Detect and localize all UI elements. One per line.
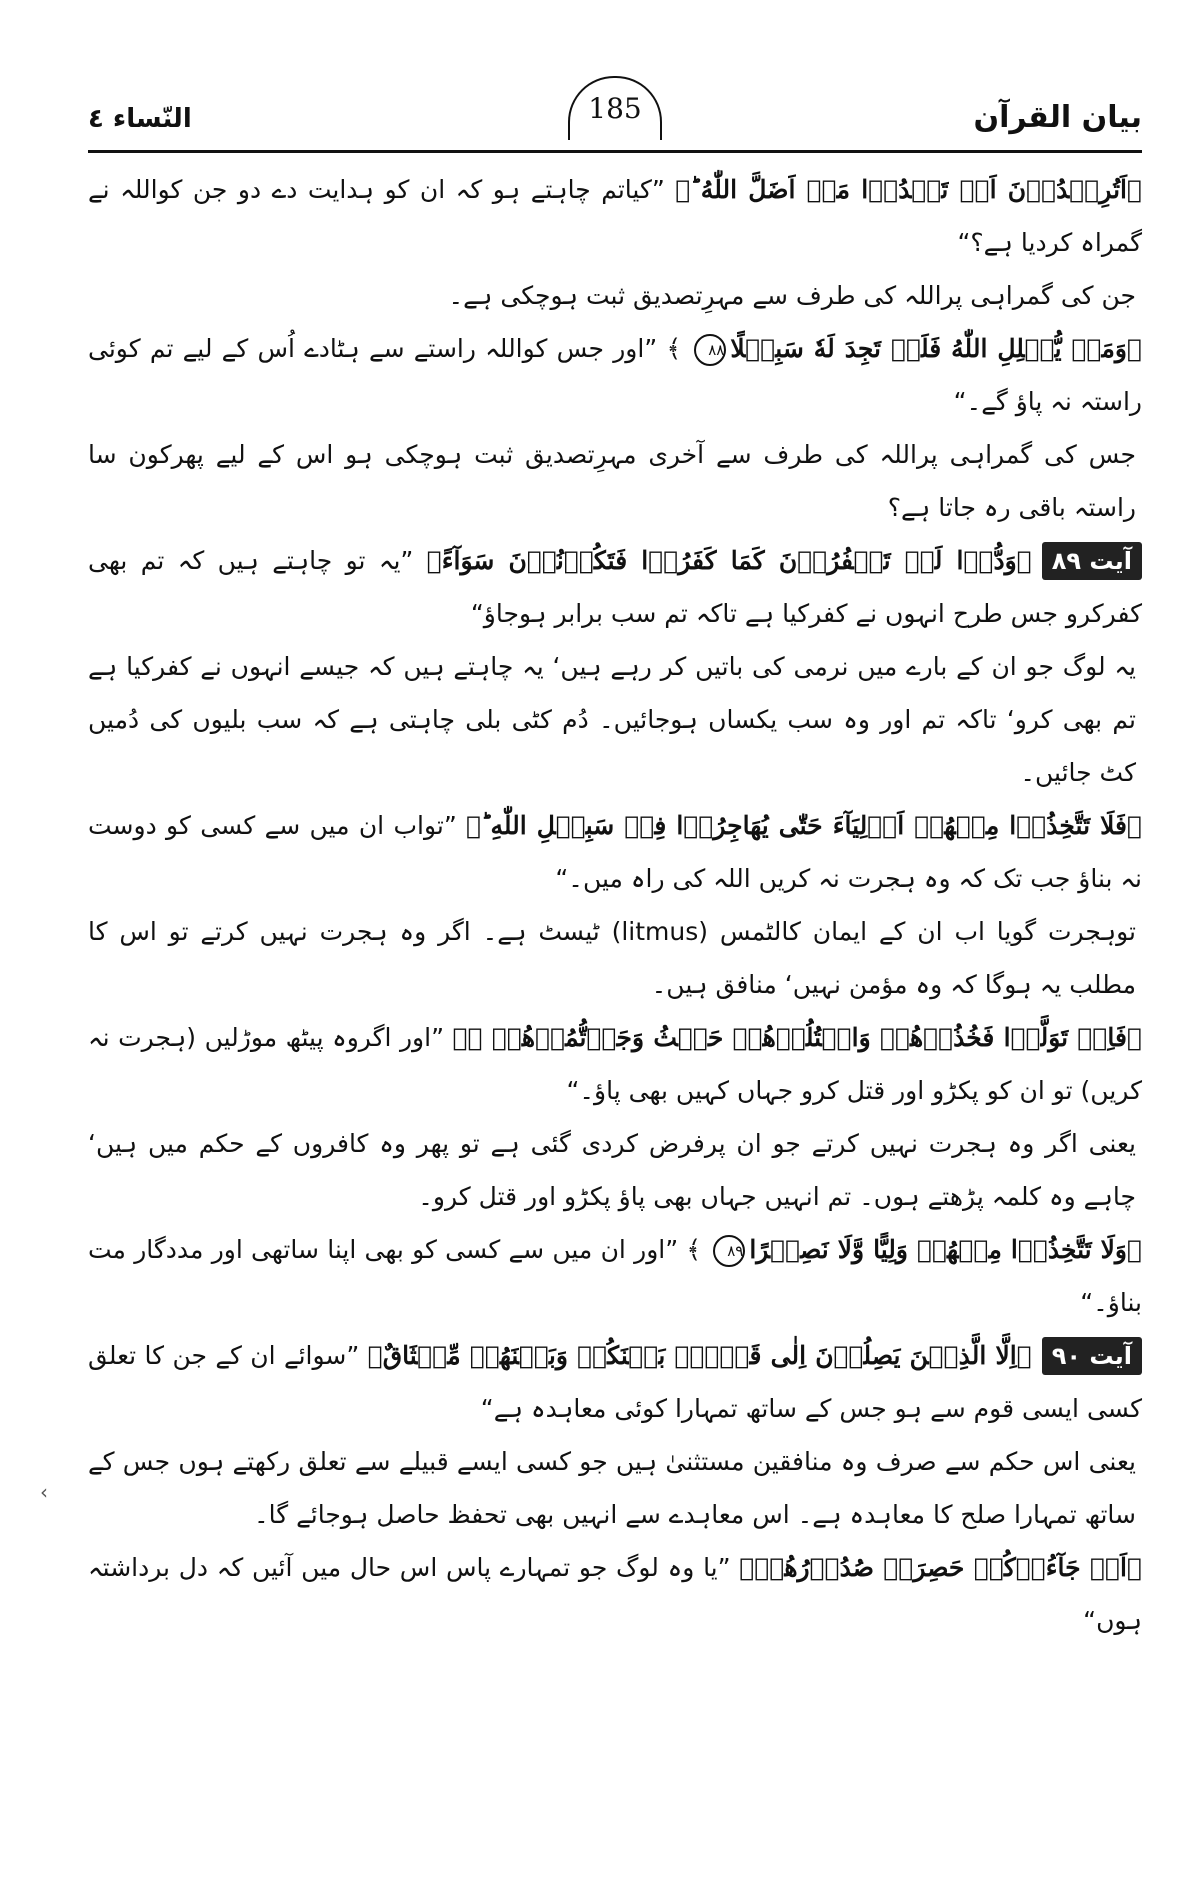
- arabic-verse-text: ﴿وَدُّوۡا لَوۡ تَكۡفُرُوۡنَ كَمَا كَفَرُوۡا فَتَكُوۡنُوۡنَ سَوَآءً﴾: [426, 546, 1032, 575]
- arabic-verse-text: ﴿اِلَّا الَّذِيۡنَ يَصِلُوۡنَ اِلٰى قَوۡمٍۢ بَيۡنَكُمۡ وَبَيۡنَهُمۡ مِّيۡثَاقٌ﴾: [367, 1341, 1032, 1370]
- commentary-paragraph: جن کی گمراہی پراللہ کی طرف سے مہرِتصدیق ثبت ہوچکی ہے۔: [448, 281, 1136, 310]
- verse-paragraph: [88, 163, 1142, 269]
- arabic-verse-text: ﴿فَلَا تَتَّخِذُوۡا مِنۡهُمۡ اَوۡلِيَآءَ حَتّٰى يُهَاجِرُوۡا فِىۡ سَبِيۡلِ اللّٰهِ ؕ﴾: [466, 811, 1142, 840]
- urdu-translation: ”سوائے ان کے جن کا تعلق کسی ایسی قوم سے ہو جس کے ساتھ تمہارا کوئی معاہدہ ہے“: [88, 1341, 1142, 1423]
- verse-paragraph: [88, 799, 1142, 905]
- arabic-verse-text: ﴿فَاِنۡ تَوَلَّوۡا فَخُذُوۡهُمۡ وَاقۡتُلُوۡهُمۡ حَيۡثُ وَجَدۡتُّمُوۡهُمۡ ۖ﴾: [452, 1023, 1142, 1052]
- urdu-translation: ”تواب ان میں سے کسی کو دوست نہ بناؤ جب تک کہ وہ ہجرت نہ کریں اللہ کی راہ میں۔“: [88, 811, 1142, 893]
- commentary-paragraph: توہجرت گویا اب ان کے ایمان کالٹمس (litmus) ٹیسٹ ہے۔ اگر وہ ہجرت نہیں کرتے تو اس کا مطلب یہ ہوگا کہ وہ مؤمن نہیں‘ منافق ہیں۔: [88, 917, 1137, 999]
- margin-tick: ‹: [40, 1480, 48, 1504]
- urdu-translation: ”یا وہ لوگ جو تمہارے پاس اس حال میں آئیں کہ دل برداشتہ ہوں“: [88, 1553, 1142, 1635]
- page-content: [88, 163, 1142, 1647]
- ayah-end-marker: ٨٩: [713, 1235, 745, 1267]
- commentary-paragraph: جس کی گمراہی پراللہ کی طرف سے آخری مہرِتصدیق ثبت ہوچکی ہو اس کے لیے پھرکون سا راستہ باقی رہ جاتا ہے؟: [88, 440, 1136, 522]
- page-number-frame: [568, 76, 662, 140]
- ayah-number-badge: آیت ۸۹: [1042, 542, 1142, 580]
- verse-paragraph: [88, 1011, 1142, 1117]
- verse-paragraph: [88, 322, 1142, 428]
- arabic-verse-text: ﴿اَوۡ جَآءُوۡكُمۡ حَصِرَتۡ صُدُوۡرُهُمۡ﴾: [739, 1553, 1142, 1582]
- commentary-paragraph: یہ لوگ جو ان کے بارے میں نرمی کی باتیں کر رہے ہیں‘ یہ چاہتے ہیں کہ جیسے انہوں نے کفرکیا ہے تم بھی کرو‘ تاکہ تم اور وہ سب یکساں ہوجائیں۔ دُم کٹی بلی چاہتی ہے کہ سب بلیوں کی دُمیں کٹ جائیں۔: [88, 652, 1136, 787]
- verse-paragraph: [88, 1329, 1142, 1435]
- verse-paragraph: [88, 534, 1142, 640]
- commentary-paragraph: یعنی اگر وہ ہجرت نہیں کرتے جو ان پرفرض کردی گئی ہے تو پھر وہ کافروں کے حکم میں ہیں‘ چاہے وہ کلمہ پڑھتے ہوں۔ تم انہیں جہاں بھی پاؤ پکڑو اور قتل کرو۔: [88, 1129, 1136, 1211]
- arabic-verse-text: ﴿وَلَا تَتَّخِذُوۡا مِنۡهُمۡ وَلِيًّا وَّلَا نَصِيۡرًا: [749, 1235, 1142, 1264]
- commentary-paragraph: یعنی اس حکم سے صرف وہ منافقین مستثنیٰ ہیں جو کسی ایسے قبیلے سے تعلق رکھتے ہوں جس کے ساتھ تمہارا صلح کا معاہدہ ہے۔ اس معاہدے سے انہیں بھی تحفظ حاصل ہوجائے گا۔: [88, 1447, 1136, 1529]
- page-number: 185: [588, 92, 642, 125]
- arabic-verse-text: ﴿وَمَنۡ يُّضۡلِلِ اللّٰهُ فَلَنۡ تَجِدَ لَهٗ سَبِيۡلًا: [730, 334, 1142, 363]
- verse-paragraph: [88, 1541, 1142, 1647]
- surah-name: النّساء ٤: [88, 104, 192, 134]
- book-title: بیان القرآن: [973, 100, 1142, 135]
- urdu-translation: ﴾ ”اور ان میں سے کسی کو بھی اپنا ساتھی اور مددگار مت بناؤ۔“: [88, 1235, 1142, 1317]
- arabic-verse-text: ﴿اَتُرِيۡدُوۡنَ اَنۡ تَهۡدُوۡا مَنۡ اَضَلَّ اللّٰهُ ؕ﴾: [675, 175, 1142, 204]
- urdu-translation: ”اور اگروہ پیٹھ موڑلیں (ہجرت نہ کریں) تو ان کو پکڑو اور قتل کرو جہاں کہیں بھی پاؤ۔“: [88, 1023, 1142, 1105]
- urdu-translation: ﴾ ”اور جس کواللہ راستے سے ہٹادے اُس کے لیے تم کوئی راستہ نہ پاؤ گے۔“: [88, 334, 1142, 416]
- urdu-translation: ”کیاتم چاہتے ہو کہ ان کو ہدایت دے دو جن کواللہ نے گمراہ کردیا ہے؟“: [88, 175, 1142, 257]
- running-header: [88, 90, 1142, 153]
- urdu-translation: ”یہ تو چاہتے ہیں کہ تم بھی کفرکرو جس طرح انہوں نے کفرکیا ہے تاکہ تم سب برابر ہوجاؤ“: [88, 546, 1142, 628]
- ayah-number-badge: آیت ۹۰: [1042, 1337, 1142, 1375]
- verse-paragraph: [88, 1223, 1142, 1329]
- ayah-end-marker: ٨٨: [694, 334, 726, 366]
